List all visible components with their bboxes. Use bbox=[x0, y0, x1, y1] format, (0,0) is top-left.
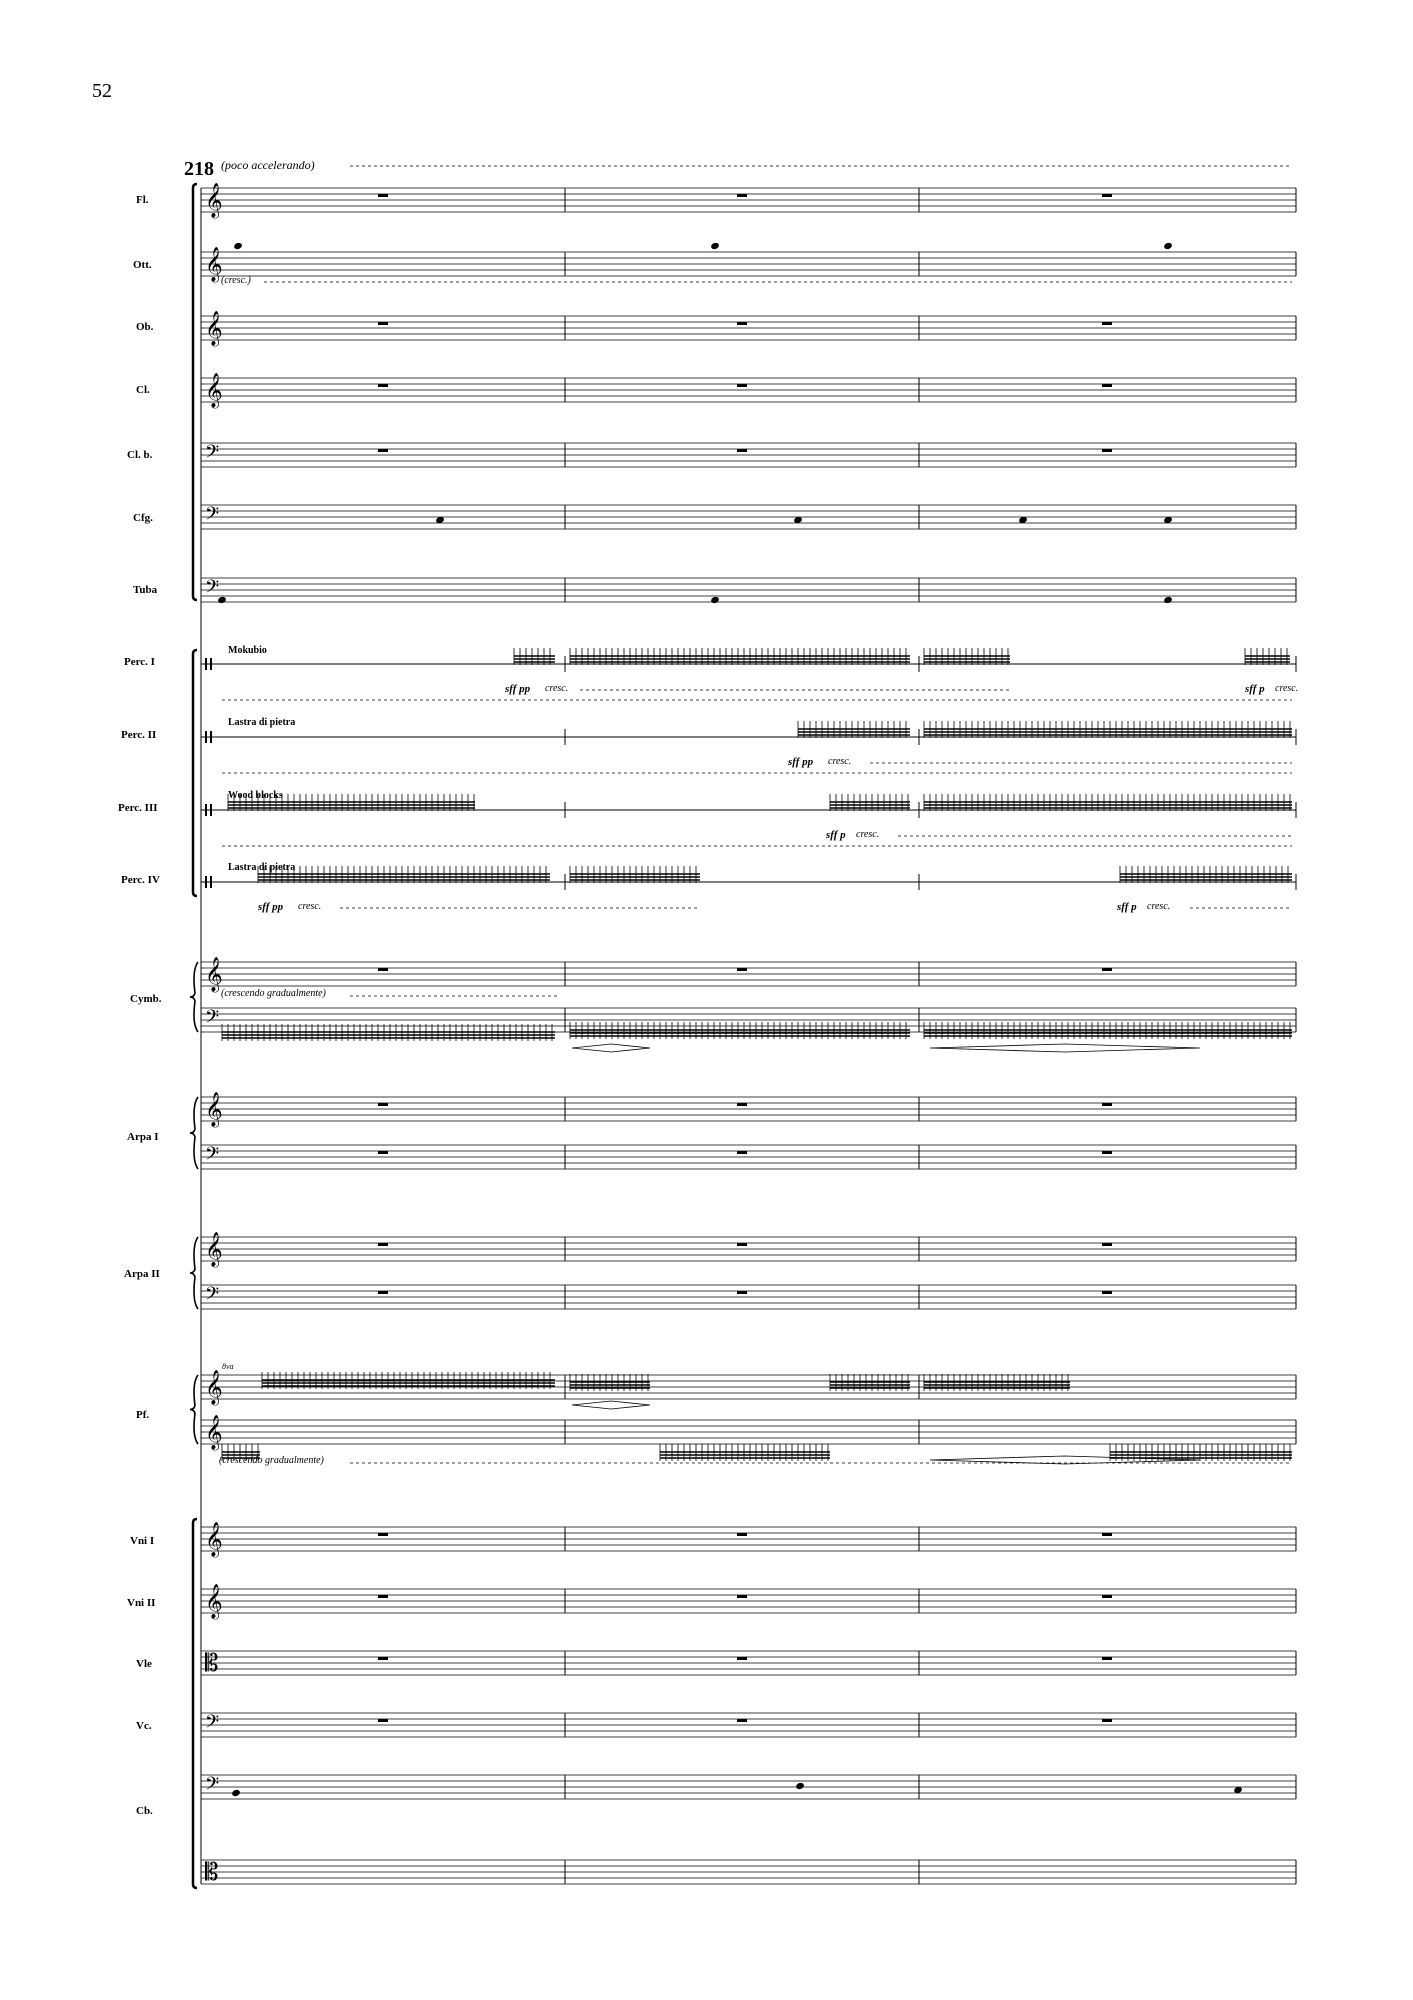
treble-clef: 𝄞 bbox=[205, 311, 223, 346]
ott-note bbox=[710, 242, 720, 250]
technique-perc2: Lastra di pietra bbox=[228, 717, 296, 728]
measure-rest bbox=[1102, 1595, 1112, 1598]
measure-rest bbox=[1102, 1151, 1112, 1154]
instrument-label: Fl. bbox=[136, 194, 149, 206]
dynamic-perc4-m1: sff pp bbox=[258, 901, 284, 913]
measure-rest bbox=[378, 1719, 388, 1722]
bass-clef: 𝄢 bbox=[205, 577, 220, 602]
measure-rest bbox=[737, 194, 747, 197]
measure-rest bbox=[737, 322, 747, 325]
hairpin bbox=[572, 1044, 650, 1052]
ott-note bbox=[233, 242, 243, 250]
page-number: 52 bbox=[92, 80, 112, 102]
measure-rest bbox=[378, 322, 388, 325]
bass-clef: 𝄢 bbox=[205, 1007, 220, 1032]
technique-perc1: Mokubio bbox=[228, 645, 267, 656]
measure-rest bbox=[378, 194, 388, 197]
instrument-label: Ott. bbox=[133, 259, 152, 271]
dynamic-perc2-m2: sff pp bbox=[788, 756, 814, 768]
dynamic-perc3-m2: sff p bbox=[826, 829, 846, 841]
treble-clef: 𝄞 bbox=[205, 1415, 223, 1450]
treble-clef: 𝄞 bbox=[205, 1092, 223, 1127]
instrument-label: Perc. III bbox=[118, 802, 158, 814]
measure-rest bbox=[378, 1151, 388, 1154]
instrument-label: Vc. bbox=[136, 1720, 152, 1732]
cresc-perc2-m2: cresc. bbox=[828, 756, 852, 767]
dynamic-perc1-m3: sff p bbox=[1245, 683, 1265, 695]
treble-clef: 𝄞 bbox=[205, 1232, 223, 1267]
measure-rest bbox=[378, 968, 388, 971]
instrument-label: Ob. bbox=[136, 321, 154, 333]
cb-note bbox=[795, 1782, 805, 1790]
measure-rest bbox=[1102, 449, 1112, 452]
treble-clef: 𝄞 bbox=[205, 1370, 223, 1405]
measure-rest bbox=[1102, 1291, 1112, 1294]
measure-rest bbox=[378, 1291, 388, 1294]
measure-rest bbox=[378, 1533, 388, 1536]
measure-rest bbox=[1102, 1103, 1112, 1106]
measure-rest bbox=[1102, 384, 1112, 387]
crescendo-gradualmente-cymb: (crescendo gradualmente) bbox=[221, 988, 326, 999]
measure-rest bbox=[378, 1595, 388, 1598]
instrument-label: Arpa I bbox=[127, 1131, 159, 1143]
treble-clef: 𝄞 bbox=[205, 247, 223, 282]
bass-clef: 𝄢 bbox=[205, 504, 220, 529]
measure-rest bbox=[737, 1243, 747, 1246]
measure-rest bbox=[378, 1103, 388, 1106]
tempo-marking: (poco accelerando) bbox=[221, 158, 315, 172]
instrument-label: Perc. I bbox=[124, 656, 155, 668]
instrument-label: Perc. II bbox=[121, 729, 157, 741]
instrument-label: Cb. bbox=[136, 1805, 153, 1817]
measure-rest bbox=[1102, 1243, 1112, 1246]
instrument-label: Vni I bbox=[130, 1535, 155, 1547]
instrument-label: Tuba bbox=[133, 584, 158, 596]
measure-rest bbox=[1102, 1657, 1112, 1660]
measure-rest bbox=[737, 1103, 747, 1106]
technique-perc4: Lastra di pietra bbox=[228, 862, 296, 873]
bass-clef: 𝄢 bbox=[205, 442, 220, 467]
instrument-label: Cfg. bbox=[133, 512, 153, 524]
strings-bracket bbox=[193, 1519, 197, 1888]
measure-rest bbox=[1102, 322, 1112, 325]
hairpin bbox=[572, 1401, 650, 1409]
treble-clef: 𝄞 bbox=[205, 183, 223, 218]
measure-rest bbox=[378, 1243, 388, 1246]
measure-rest bbox=[737, 1719, 747, 1722]
cresc-perc3-m2: cresc. bbox=[856, 829, 880, 840]
tuba-note bbox=[1163, 596, 1173, 604]
instrument-label: Perc. IV bbox=[121, 874, 160, 886]
instrument-label: Arpa II bbox=[124, 1268, 160, 1280]
measure-rest bbox=[737, 449, 747, 452]
cresc-perc4-m1: cresc. bbox=[298, 901, 322, 912]
measure-rest bbox=[737, 1657, 747, 1660]
bass-clef: 𝄢 bbox=[205, 1774, 220, 1799]
bass-clef: 𝄢 bbox=[205, 1284, 220, 1309]
cresc-perc4-m3: cresc. bbox=[1147, 901, 1171, 912]
instrument-label: Vni II bbox=[127, 1597, 156, 1609]
measure-rest bbox=[378, 384, 388, 387]
bass-clef: 𝄢 bbox=[205, 1144, 220, 1169]
cresc-ott: (cresc.) bbox=[221, 275, 251, 286]
bass-clef: 𝄢 bbox=[205, 1712, 220, 1737]
ottava-pf: 8va bbox=[222, 1362, 234, 1371]
percussion-bracket bbox=[193, 650, 197, 896]
cresc-perc1-m3: cresc. bbox=[1275, 683, 1299, 694]
measure-rest bbox=[1102, 194, 1112, 197]
dynamic-perc1-m1: sff pp bbox=[505, 683, 531, 695]
measure-rest bbox=[737, 1151, 747, 1154]
instrument-label: Cl. bbox=[136, 384, 150, 396]
instrument-label: Cl. b. bbox=[127, 449, 153, 461]
instrument-label: Vle bbox=[136, 1658, 152, 1670]
measure-rest bbox=[1102, 968, 1112, 971]
measure-rest bbox=[737, 1291, 747, 1294]
treble-clef: 𝄞 bbox=[205, 1522, 223, 1557]
hairpin bbox=[930, 1044, 1200, 1052]
cresc-perc1-m1: cresc. bbox=[545, 683, 569, 694]
measure-rest bbox=[378, 1657, 388, 1660]
alto-clef: 𝄡 bbox=[205, 1649, 219, 1677]
treble-clef: 𝄞 bbox=[205, 1584, 223, 1619]
measure-rest bbox=[737, 1533, 747, 1536]
measure-rest bbox=[378, 449, 388, 452]
measure-rest bbox=[1102, 1719, 1112, 1722]
instrument-label: Cymb. bbox=[130, 993, 162, 1005]
dynamic-perc4-m3: sff p bbox=[1117, 901, 1137, 913]
cb-note bbox=[231, 1789, 241, 1797]
measure-rest bbox=[737, 384, 747, 387]
technique-perc3: Wood blocks bbox=[228, 790, 283, 801]
ott-note bbox=[1163, 242, 1173, 250]
tuba-note bbox=[710, 596, 720, 604]
crescendo-gradualmente-pf: (crescendo gradualmente) bbox=[219, 1455, 324, 1466]
alto-clef: 𝄡 bbox=[205, 1858, 219, 1886]
treble-clef: 𝄞 bbox=[205, 373, 223, 408]
measure-rest bbox=[737, 968, 747, 971]
measure-rest bbox=[1102, 1533, 1112, 1536]
treble-clef: 𝄞 bbox=[205, 957, 223, 992]
measure-rest bbox=[737, 1595, 747, 1598]
measure-number: 218 bbox=[184, 158, 214, 180]
instrument-label: Pf. bbox=[136, 1409, 150, 1421]
